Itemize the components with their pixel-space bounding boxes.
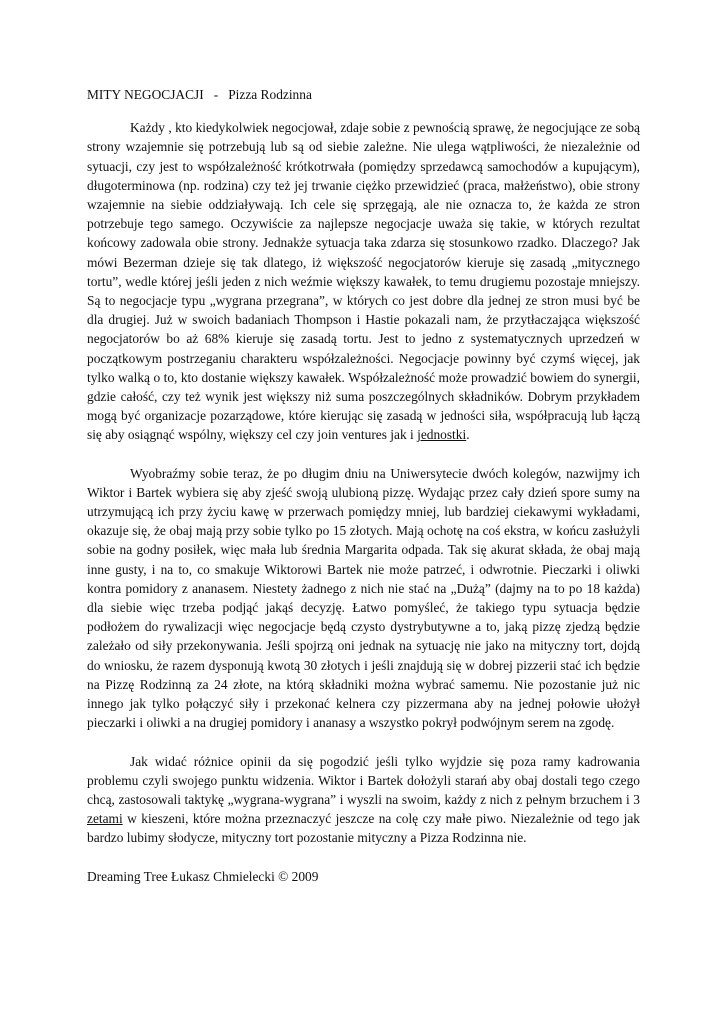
paragraph-3-end: w kieszeni, które można przeznaczyć jeszcze na colę czy małe piwo. Niezależnie od tego jak bardzo lubimy słodycze, mityczny tort pozostanie mityczny a Pizza Rodzinna nie. (87, 811, 640, 846)
paragraph-3 (87, 752, 640, 848)
paragraph-2-text: Wyobraźmy sobie teraz, że po długim dniu na Uniwersytecie dwóch kolegów, nazwijmy ich Wiktor i Bartek wybiera się aby zjeść swoją ulubioną pizzę. Wydając przez cały dzień spore sumy na utrzymującą ich przy życiu kawę w przerwach pomiędzy mniej, lub bardziej ciekawymi wykładami, okazuje się, że obaj mają przy sobie tylko po 15 złotych. Mają ochotę na coś ekstra, w końcu zasłużyli sobie na godny posiłek, więc mała lub średnia Margarita odpada. Tak się akurat składa, że obaj mają inne gusty, i na to, co smakuje Wiktorowi Bartek nie może patrzeć, i odwrotnie. Pieczarki i oliwki kontra pomidory z ananasem. Niestety żadnego z nich nie stać na „Dużą” (dajmy na to po 18 każda) dla siebie więc trzeba podjąć jakąś decyzję. Łatwo pomyśleć, że takiego typu sytuacja będzie podłożem do rywalizacji więc negocjacje będą czysto dystrybutywne a to, jaką pizzę zjedzą będzie zależało od siły przekonywania. Jeśli spojrzą oni jednak na sytuację nie jako na mityczny tort, dojdą do wniosku, że razem dysponują kwotą 30 złotych i jeśli znajdują się w dobrej pizzerii stać ich będzie na Pizzę Rodzinną za 24 złote, na którą składniki można wybrać samemu. Nie pozostanie już nic innego jak tylko połączyć siły i przekonać kelnera czy pizzermana aby na jednej połowie ułożył pieczarki i oliwki a na drugiej pomidory i ananasy a wszystko pokrył podwójnym serem na zgodę. (87, 465, 640, 731)
paragraph-2 (87, 464, 640, 733)
link-zetami[interactable]: zetami (87, 811, 123, 827)
paragraph-1-text: Każdy , kto kiedykolwiek negocjował, zdaje sobie z pewnością sprawę, że negocjujące ze sobą strony wzajemnie się potrzebują lub są od siebie zależne. Nie ulega wątpliwości, że niezależnie od sytuacji, czy jest to współzależność krótkotrwała (pomiędzy sprzedawcą samochodów a kupującym), długoterminowa (np. rodzina) czy też jej trwanie ciężko przewidzieć (praca, małżeństwo), obie strony wzajemnie na siebie oddziaływają. Ich cele się sprzęgają, ale nie oznacza to, że każda ze stron potrzebuje tego samego. Oczywiście za najlepsze negocjacje uważa się takie, w których rezultat końcowy zadowala obie strony. Jednakże sytuacja taka zdarza się stosunkowo rzadko. Dlaczego? Jak mówi Bezerman dzieje się tak dlatego, iż większość negocjatorów kieruje się zasadą „mitycznego tortu”, wedle której jeśli jeden z nich weźmie większy kawałek, to temu drugiemu pozostaje mniejszy. Są to negocjacje typu „wygrana przegrana”, w których co jest dobre dla jednej ze stron musi być be dla drugiej. Już w swoich badaniach Thompson i Hastie pokazali nam, że przytłaczająca większość negocjatorów bo aż 68% kieruje się zasadą tortu. Jest to jedno z systematycznych uprzedzeń w początkowym postrzeganiu charakteru współzależności. Negocjacje powinny być czymś więcej, jak tylko walką o to, kto dostanie większy kawałek. Współzależność może prowadzić bowiem do synergii, gdzie całość, czy też wynik jest większy niż suma poszczególnych składników. Dobrym przykładem mogą być organizacje pozarządowe, które kierując się zasadą w jedności siła, współpracują lub łączą się aby osiągnąć wspólny, większy cel czy join ventures jak i (87, 120, 640, 443)
link-jednostki[interactable]: jednostki (417, 427, 467, 443)
paragraph-1 (87, 118, 640, 444)
document-title: MITY NEGOCJACJI - Pizza Rodzinna (87, 87, 312, 102)
paragraph-1-end: . (466, 427, 470, 443)
document-footer: Dreaming Tree Łukasz Chmielecki © 2009 (87, 868, 319, 884)
document-page (87, 85, 640, 886)
paragraph-3-text: Jak widać różnice opinii da się pogodzić jeśli tylko wyjdzie się poza ramy kadrowania problemu czyli swojego punktu widzenia. Wiktor i Bartek dołożyli starań aby obaj dostali tego czego chcą, zastosowali taktykę „wygrana-wygrana” i wyszli na swoim, każdy z nich z pełnym brzuchem i 3 (87, 753, 640, 807)
